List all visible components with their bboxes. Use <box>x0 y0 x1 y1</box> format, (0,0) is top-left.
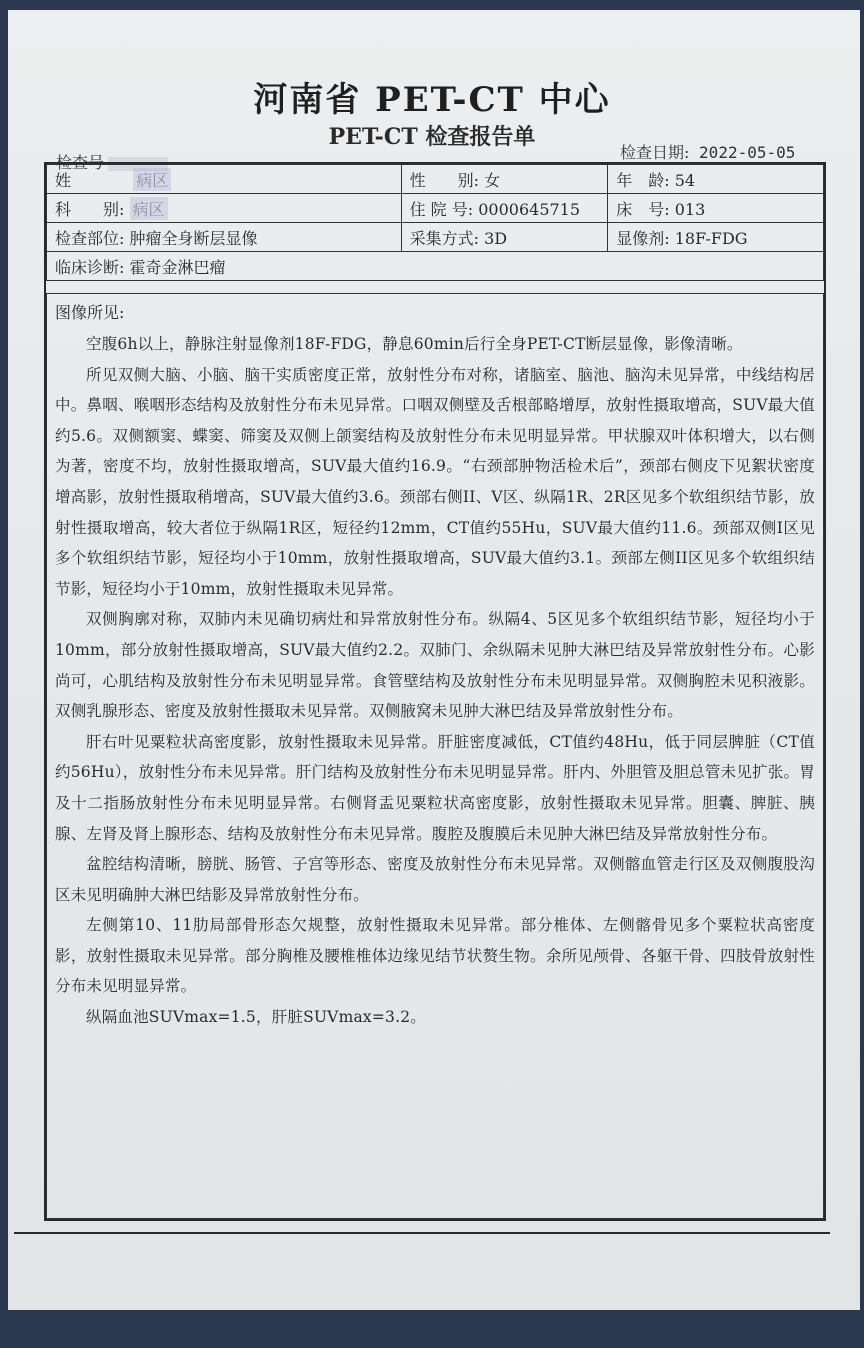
report-title: 河南省 PET-CT 中心 <box>253 80 611 120</box>
inpatient-value: 0000645715 <box>478 199 581 219</box>
age-cell <box>608 165 824 194</box>
exam-date-value: 2022-05-05 <box>699 143 796 162</box>
name-label: 姓 <box>55 170 72 190</box>
info-row <box>47 252 824 281</box>
diagnosis-value: 霍奇金淋巴瘤 <box>129 257 226 277</box>
findings-paragraph: 盆腔结构清晰，膀胱、肠管、子宫等形态、密度及放射性分布未见异常。双侧髂血管走行区及双侧腹股沟区未见明确肿大淋巴结影及异常放射性分布。 <box>55 855 815 904</box>
findings-paragraph: 空腹6h以上，静脉注射显像剂18F-FDG，静息60min后行全身PET-CT断层显像，影像清晰。 <box>86 335 743 353</box>
info-row <box>47 165 824 194</box>
method-cell <box>401 223 608 252</box>
sex-label: 性 别: <box>409 170 479 190</box>
findings-paragraph: 所见双侧大脑、小脑、脑干实质密度正常，放射性分布对称，诸脑室、脑池、脑沟未见异常，中线结构居中。鼻咽、喉咽形态结构及放射性分布未见异常。口咽双侧壁及舌根部略增厚，放射性摄取增高，SUV最大值约5.6。双侧额窦、蝶窦、筛窦及双侧上颌窦结构及放射性分布未见明显异常。甲状腺双叶体积增大，以右侧为著，密度不均，放射性摄取增高，SUV最大值约16.9。“右颈部肿物活检术后”，颈部右侧皮下见絮状密度增高影，放射性摄取稍增高，SUV最大值约3.6。颈部右侧II、V区、纵隔1R、2R区见多个软组织结节影，放射性摄取增高，较大者位于纵隔1R区，短径约12mm，CT值约55Hu，SUV最大值约11.6。颈部双侧I区见多个软组织结节影，短径均小于10mm，放射性摄取增高，SUV最大值约3.1。颈部左侧II区见多个软组织结节影，短径均小于10mm，放射性摄取未见异常。 <box>55 365 815 598</box>
dept-value: 病区 <box>130 197 168 220</box>
method-value: 3D <box>484 228 508 248</box>
part-cell <box>47 223 402 252</box>
bottom-divider <box>14 1232 830 1234</box>
inpatient-cell <box>401 194 608 223</box>
findings-section <box>46 293 824 1219</box>
findings-paragraph: 左侧第10、11肋局部骨形态欠规整，放射性摄取未见异常。部分椎体、左侧髂骨见多个粟粒状高密度影，放射性摄取未见异常。部分胸椎及腰椎椎体边缘见结节状赘生物。余所见颅骨、各躯干骨、四肢骨放射性分布未见明显异常。 <box>55 916 815 996</box>
agent-cell <box>608 223 824 252</box>
name-cell <box>47 165 402 194</box>
exam-date <box>620 140 795 163</box>
method-label: 采集方式: <box>409 228 479 248</box>
age-label: 年 龄: <box>616 170 670 190</box>
report-subtitle: PET-CT 检查报告单 <box>328 124 536 150</box>
agent-value: 18F-FDG <box>674 228 748 248</box>
age-value: 54 <box>674 170 696 190</box>
dept-cell <box>47 194 402 223</box>
findings-paragraph: 双侧胸廓对称，双肺内未见确切病灶和异常放射性分布。纵隔4、5区见多个软组织结节影，短径均小于10mm，部分放射性摄取增高，SUV最大值约2.2。双肺门、余纵隔未见肿大淋巴结及异常放射性分布。心影尚可，心肌结构及放射性分布未见明显异常。食管壁结构及放射性分布未见明显异常。双侧胸腔未见积液影。双侧乳腺形态、密度及放射性摄取未见异常。双侧腋窝未见肿大淋巴结及异常放射性分布。 <box>55 610 815 721</box>
exam-date-label: 检查日期: <box>620 143 690 162</box>
diagnosis-label: 临床诊断: <box>55 257 125 277</box>
part-value: 肿瘤全身断层显像 <box>129 228 258 248</box>
sex-cell <box>401 165 608 194</box>
bed-value: 013 <box>674 199 706 219</box>
diagnosis-cell <box>47 252 824 281</box>
agent-label: 显像剂: <box>616 228 670 248</box>
name-value: 病区 <box>133 168 171 191</box>
info-row <box>47 223 824 252</box>
info-row <box>47 194 824 223</box>
dept-label: 科 别: <box>55 199 125 219</box>
exam-number-label: 检查号 <box>56 153 105 172</box>
patient-info-table <box>46 164 824 281</box>
findings-title: 图像所见: <box>55 303 125 322</box>
sex-value: 女 <box>484 170 501 190</box>
bed-label: 床 号: <box>616 199 670 219</box>
inpatient-label: 住 院 号: <box>409 199 474 219</box>
findings-paragraph: 纵隔血池SUVmax=1.5，肝脏SUVmax=3.2。 <box>86 1008 426 1027</box>
findings-paragraph: 肝右叶见粟粒状高密度影，放射性摄取未见异常。肝脏密度减低，CT值约48Hu，低于同层脾脏（CT值约56Hu），放射性分布未见异常。肝门结构及放射性分布未见明显异常。肝内、外胆管及胆总管未见扩张。胃及十二指肠放射性分布未见明显异常。右侧肾盂见粟粒状高密度影，放射性摄取未见异常。胆囊、脾脏、胰腺、左肾及肾上腺形态、结构及放射性分布未见异常。腹腔及腹膜后未见肿大淋巴结及异常放射性分布。 <box>55 732 815 843</box>
part-label: 检查部位: <box>55 228 125 248</box>
bed-cell <box>608 194 824 223</box>
